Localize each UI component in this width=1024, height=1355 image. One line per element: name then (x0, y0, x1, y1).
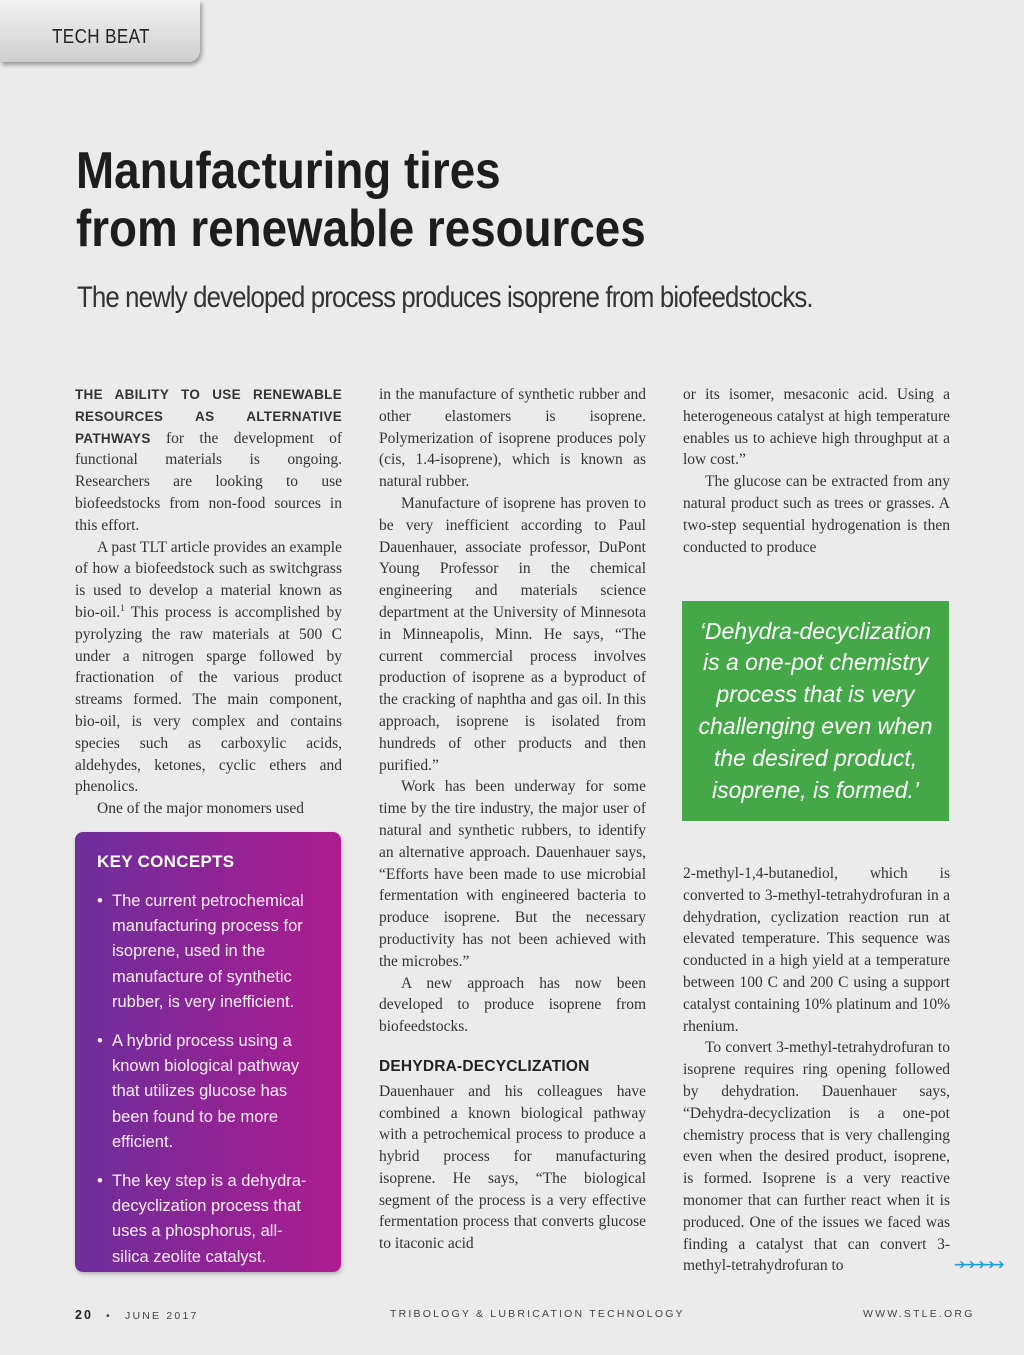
continue-arrows-icon: ➔➔➔➔➔ (954, 1257, 1003, 1273)
column-3-top (683, 384, 950, 558)
footnote-ref: 1 (120, 602, 125, 613)
paragraph: Dauenhauer and his colleagues have combined a known biological pathway with a petrochemical process to produce a hybrid process for manufacturing isoprene. He says, “The biological segment of the process is a very effective fermentation process that converts glucose to itaconic acid (379, 1082, 646, 1253)
issue-date: JUNE 2017 (125, 1310, 199, 1322)
paragraph: A new approach has now been developed to produce isoprene from biofeedstocks. (379, 974, 646, 1036)
lead-in: THE ABILITY TO USE RENEWABLE RESOURCES AS ALTERNATIVE PATHWAYS (75, 387, 342, 446)
pull-quote-box (682, 601, 949, 821)
column-1 (75, 384, 342, 820)
paragraph (75, 384, 342, 537)
paragraph (75, 537, 342, 799)
article-subtitle: The newly developed process produces isoprene from biofeedstocks. (77, 281, 813, 314)
column-3-bottom (683, 863, 950, 1277)
paragraph: Manufacture of isoprene has proven to be very inefficient according to Paul Dauenhauer, associate professor, DuPont Young Professor in the chemical engineering and materials science department at the University of Minnesota in Minneapolis, Minn. He says, “The current commercial process involves production of isoprene as a byproduct of the cracking of naphtha and gas oil. In this approach, isoprene is isolated from hundreds of other products and then purified.” (379, 494, 646, 774)
website: WWW.STLE.ORG (863, 1308, 975, 1320)
key-concept-item: • The current petrochemical manufacturing process for isoprene, used in the manufacture of synthetic rubber, is very inefficient. (97, 889, 319, 1015)
article-title (76, 142, 868, 258)
title-line-1: Manufacturing tires (76, 142, 501, 200)
key-concept-item: • A hybrid process using a known biological pathway that utilizes glucose has been found to be more efficient. (97, 1029, 319, 1155)
section-tab-label: TECH BEAT (52, 26, 150, 48)
section-subhead: DEHYDRA-DECYCLIZATION (379, 1057, 590, 1075)
section-tab (0, 0, 200, 62)
footer-separator: • (106, 1310, 112, 1322)
key-concepts-heading: KEY CONCEPTS (97, 852, 235, 871)
paragraph: or its isomer, mesaconic acid. Using a heterogeneous catalyst at high temperature enables us to achieve high throughput at a low cost.” (683, 386, 950, 469)
paragraph: One of the major monomers used (97, 800, 305, 818)
page-number: 20 (75, 1308, 93, 1322)
paragraph: The glucose can be extracted from any natural product such as trees or grasses. A two-step sequential hydrogenation is then conducted to produce (683, 473, 950, 556)
title-line-2: from renewable resources (76, 200, 646, 258)
key-concept-item: • The key step is a dehydra-decyclization process that uses a phosphorus, all-silica zeolite catalyst. (97, 1169, 319, 1270)
pull-quote: ‘Dehydra-decyclization is a one-pot chemistry process that is very challenging even when the desired product, isoprene, is formed.’ (698, 617, 933, 803)
column-2 (379, 384, 646, 1255)
paragraph-text: A past TLT article provides an example of how a biofeedstock such as switchgrass is used to develop a material known as bio-oil. (75, 538, 342, 621)
paragraph: 2-methyl-1,4-butanediol, which is converted to 3-methyl-tetrahydrofuran in a dehydration, cyclization reaction run at elevated temperature. This sequence was conducted in a high yield at a temperature between 100 C and 200 C using a support catalyst containing 10% platinum and 10% rhenium. (683, 865, 950, 1035)
key-concepts-box (75, 832, 341, 1272)
paragraph-text: for the development of functional materials is ongoing. Researchers are looking to use biofeedstocks from non-food sources in this effort. (75, 429, 342, 534)
paragraph: To convert 3-methyl-tetrahydrofuran to isoprene requires ring opening followed by dehydration. Dauenhauer says, “Dehydra-decyclization is a one-pot chemistry process that is very challenging even when the desired product, isoprene, is formed. Isoprene is a very reactive monomer that can further react when it is produced. One of the issues we faced was finding a catalyst that can convert 3-methyl-tetrahydrofuran to (683, 1039, 950, 1275)
footer-left (75, 1308, 199, 1322)
magazine-name: TRIBOLOGY & LUBRICATION TECHNOLOGY (390, 1308, 685, 1320)
paragraph: Work has been underway for some time by the tire industry, the major user of natural and synthetic rubbers, to identify an alternative approach. Dauenhauer says, “Efforts have been made to use microbial fermentation with engineered bacteria to produce isoprene. But the necessary productivity has not been achieved with the microbes.” (379, 778, 646, 970)
key-concepts-list (97, 889, 319, 1270)
paragraph-text: This process is accomplished by pyrolyzing the raw materials at 500 C under a nitrogen sparge followed by fractionation of the various product streams formed. The main component, bio-oil, is very complex and contains species such as carboxylic acids, aldehydes, ketones, cyclic ethers and phenolics. (75, 603, 342, 796)
paragraph: in the manufacture of synthetic rubber and other elastomers is isoprene. Polymerization of isoprene produces poly (cis, 1.4-isoprene), which is known as natural rubber. (379, 386, 646, 491)
